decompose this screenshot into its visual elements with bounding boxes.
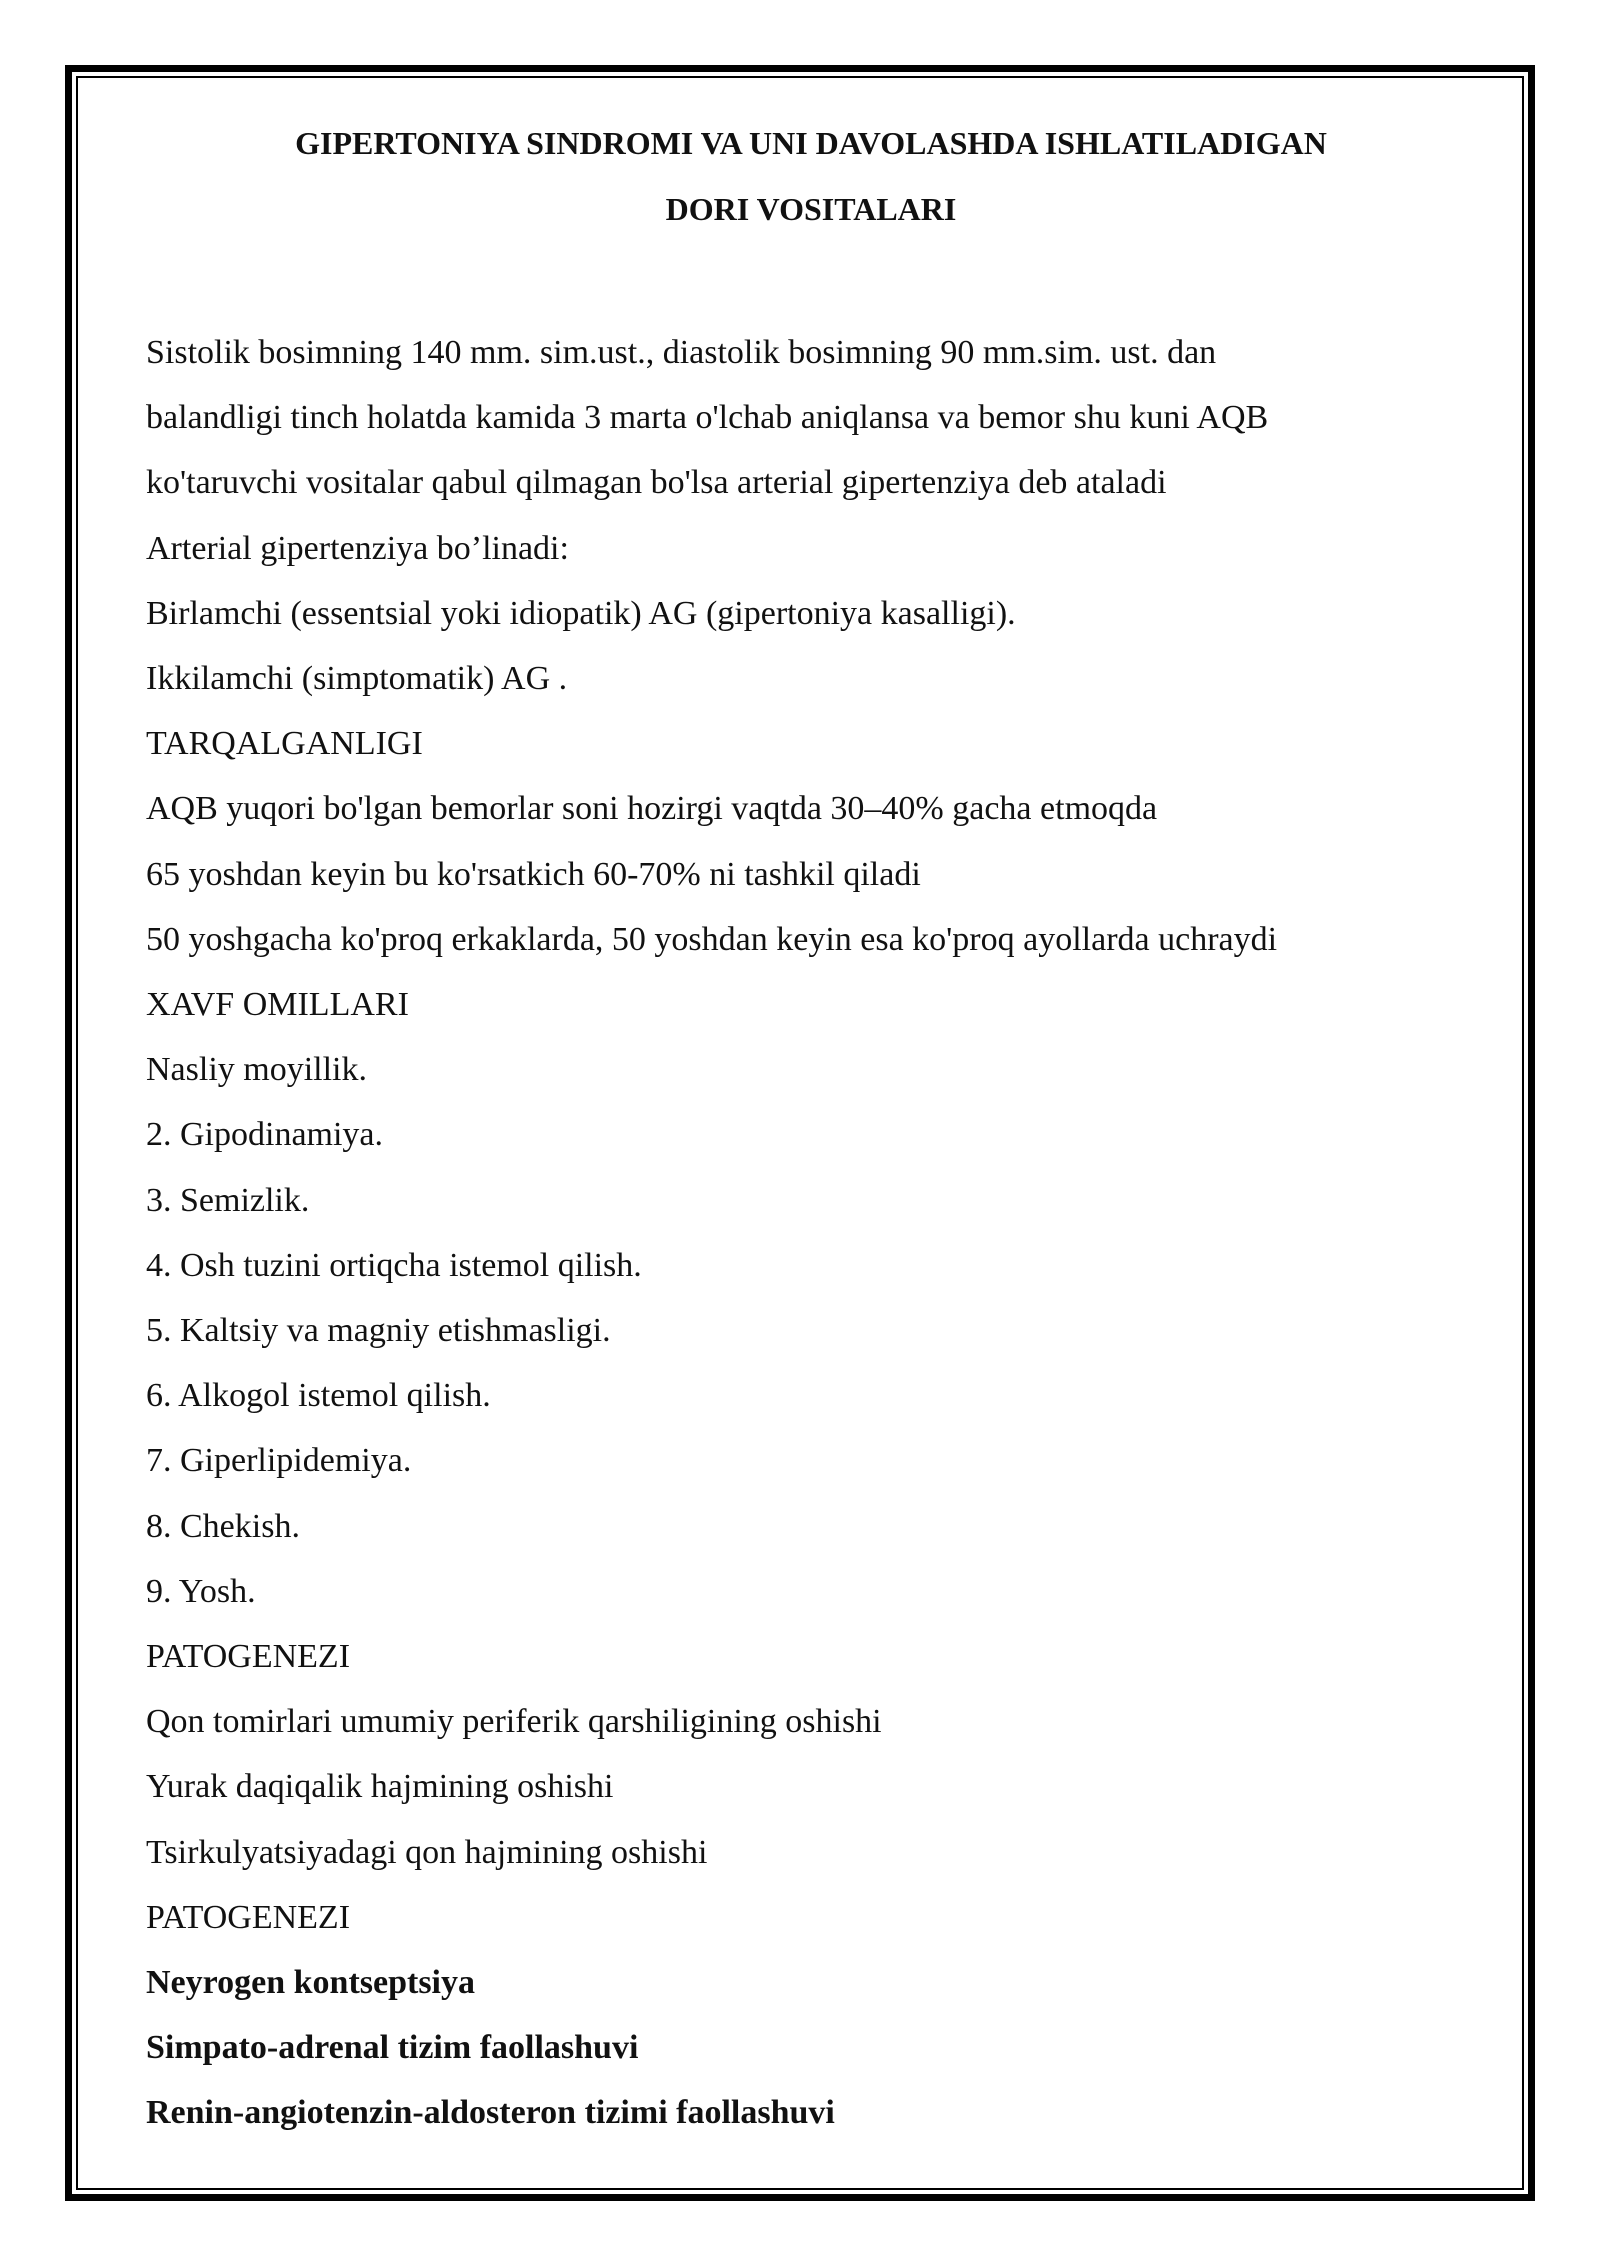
text-line: PATOGENEZI <box>146 1898 351 1936</box>
document-content <box>146 110 1466 2146</box>
text-line: 5. Kaltsiy va magniy etishmasligi. <box>146 1312 611 1350</box>
text-line: balandligi tinch holatda kamida 3 marta o'lchab aniqlansa va bemor shu kuni AQB <box>146 399 1269 437</box>
text-line: 2. Gipodinamiya. <box>146 1116 384 1154</box>
document-title <box>146 110 1466 242</box>
text-line: TARQALGANLIGI <box>146 725 423 763</box>
text-line: Ikkilamchi (simptomatik) AG . <box>146 660 568 698</box>
text-line: Arterial gipertenziya bo’linadi: <box>146 529 569 567</box>
text-line: Tsirkulyatsiyadagi qon hajmining oshishi <box>146 1833 708 1871</box>
text-line: Birlamchi (essentsial yoki idiopatik) AG (gipertoniya kasalligi). <box>146 594 1016 632</box>
title-line-1: GIPERTONIYA SINDROMI VA UNI DAVOLASHDA ISHLATILADIGAN <box>295 125 1327 161</box>
text-line: XAVF OMILLARI <box>146 986 409 1024</box>
text-line: Nasliy moyillik. <box>146 1051 367 1089</box>
text-line: 9. Yosh. <box>146 1572 256 1610</box>
text-line: Yurak daqiqalik hajmining oshishi <box>146 1768 614 1806</box>
text-line: AQB yuqori bo'lgan bemorlar soni hozirgi vaqtda 30–40% gacha etmoqda <box>146 790 1158 828</box>
text-line: 65 yoshdan keyin bu ko'rsatkich 60-70% ni tashkil qiladi <box>146 855 921 893</box>
text-line: Neyrogen kontseptsiya <box>146 1964 475 2002</box>
text-line: Sistolik bosimning 140 mm. sim.ust., diastolik bosimning 90 mm.sim. ust. dan <box>146 334 1217 371</box>
text-line: Renin-angiotenzin-aldosteron tizimi faollashuvi <box>146 2094 835 2132</box>
text-line: Simpato-adrenal tizim faollashuvi <box>146 2029 639 2067</box>
text-line: 8. Chekish. <box>146 1507 300 1545</box>
text-line: 50 yoshgacha ko'proq erkaklarda, 50 yoshdan keyin esa ko'proq ayollarda uchraydi <box>146 920 1278 958</box>
text-line: PATOGENEZI <box>146 1638 351 1676</box>
text-line: 6. Alkogol istemol qilish. <box>146 1377 491 1415</box>
text-line: 4. Osh tuzini ortiqcha istemol qilish. <box>146 1246 642 1284</box>
text-line: 7. Giperlipidemiya. <box>146 1442 412 1480</box>
document-body <box>146 320 1466 2146</box>
title-line-2: DORI VOSITALARI <box>665 191 957 227</box>
text-line: 3. Semizlik. <box>146 1181 310 1219</box>
text-line: ko'taruvchi vositalar qabul qilmagan bo'lsa arterial gipertenziya deb ataladi <box>146 464 1167 502</box>
text-line: Qon tomirlari umumiy periferik qarshiligining oshishi <box>146 1703 882 1741</box>
